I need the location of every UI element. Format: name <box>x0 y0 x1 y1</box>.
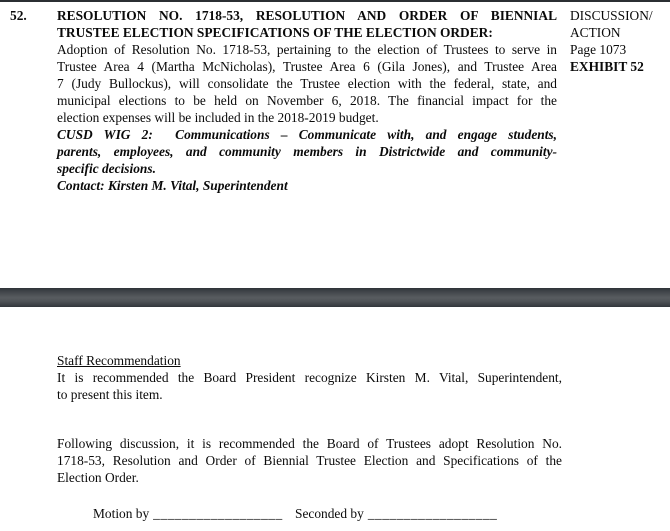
annotation-discussion: DISCUSSION/ <box>570 8 653 23</box>
motion-by-blank: __________________ <box>153 506 283 521</box>
staff-recommendation-body: It is recommended the Board President recognize Kirsten M. Vital, Superintendent, to present this item. <box>57 370 562 402</box>
item-main-column <box>57 7 557 194</box>
top-rule <box>0 0 670 2</box>
agenda-item-52 <box>10 7 660 194</box>
item-title: RESOLUTION NO. 1718-53, RESOLUTION AND ORDER OF BIENNIAL TRUSTEE ELECTION SPECIFICATIONS OF THE ELECTION ORDER: <box>57 8 557 40</box>
motion-by-label: Motion by <box>93 506 150 521</box>
annotation-exhibit: EXHIBIT 52 <box>570 59 644 74</box>
contact-line: Contact: Kirsten M. Vital, Superintendent <box>57 178 288 193</box>
annotation-action: ACTION <box>570 25 621 40</box>
staff-recommendation-heading: Staff Recommendation <box>57 353 181 368</box>
following-discussion-paragraph: Following discussion, it is recommended the Board of Trustees adopt Resolution No. 1718-53, Resolution and Order of Biennial Trustee Election and Specifications of the Election Order. <box>57 436 562 485</box>
section-divider-bar <box>0 288 670 307</box>
motion-row <box>57 505 562 525</box>
staff-recommendation-section <box>57 352 562 403</box>
seconded-by-blank: __________________ <box>367 506 498 521</box>
seconded-by-label: Seconded by <box>295 506 364 521</box>
motion-by-group <box>93 505 283 522</box>
wig-statement: CUSD WIG 2: Communications – Communicate with, and engage students, parents, employees, and community members in Districtwide and community- specific decisions. <box>57 127 557 176</box>
annotation-page-ref: Page 1073 <box>570 42 627 57</box>
item-description: Adoption of Resolution No. 1718-53, pertaining to the election of Trustees to serve in Trustee Area 4 (Martha McNicholas), Trustee Area 6 (Gila Jones), and Trustee Area 7 (Judy Bullockus), will consolidate the Trustee election with the federal, state, and municipal elections to be held on November 6, 2018. The financial impact for the election expenses will be included in the 2018-2019 budget. <box>57 42 557 125</box>
item-annotation-column <box>557 7 660 75</box>
seconded-by-group <box>295 505 497 522</box>
item-number: 52. <box>10 8 27 23</box>
